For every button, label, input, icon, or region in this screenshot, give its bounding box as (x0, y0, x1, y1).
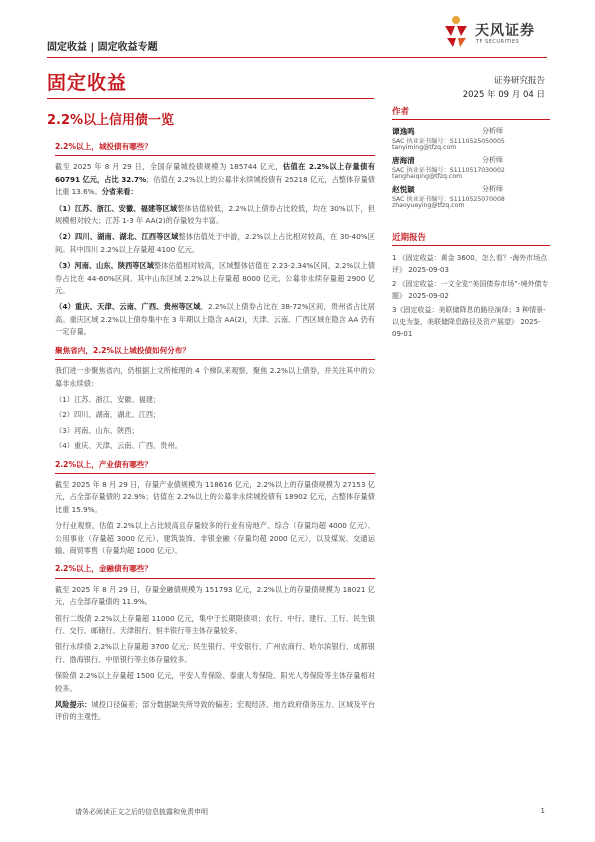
paragraph (55, 301, 375, 338)
risk-warning (55, 699, 375, 724)
sidebar (392, 105, 550, 342)
logo-text: 天风证券 (475, 23, 535, 39)
text-bold: （4）重庆、天津、云南、广西、贵州等区域 (55, 302, 201, 312)
paragraph: 我们进一步聚焦省内，仍根据上文所梳理的 4 个梯队来观察，聚焦 2.2%以上债券，并关注其中的公募非永续债： (55, 366, 375, 388)
main-content (55, 141, 375, 728)
recent-report-link[interactable]: 2 《固定收益：一文全览“美国债券市场”-境外债专题》 2025-09-02 (392, 280, 549, 300)
paragraph: 截至 2025 年 8 月 29 日，存量产业债规模为 118616 亿元，2.2%以上的存量债规模为 27153 亿元，占全部存量债的 22.9%；估值在 2.2%以上的公募非永续城投债有 18902 亿元，占整体存量债比重 15.9%。 (55, 479, 375, 514)
list-item: （3）河南、山东、陕西； (55, 425, 139, 435)
author-sac: SAC 执业证书编号：S1110525070008 (392, 196, 505, 203)
risk-text: 城投口径偏差；部分数据缺失所导致的偏差；宏观经济、地方政府债务压力、区域及平台评价的主观性。 (55, 700, 375, 722)
footer-disclaimer: 请务必阅读正文之后的信息披露和免责申明 (75, 808, 208, 816)
paragraph: 保险债 2.2%以上存量超 1500 亿元，平安人寿保险、泰康人寿保险、阳光人寿保险等主体存量相对较多。 (55, 671, 375, 693)
page-number: 1 (540, 807, 545, 815)
text-bold: （1）江苏、浙江、安徽、福建等区域 (55, 203, 178, 213)
text-bold: 估值在 2.2%以上存量债有 60791 亿元，占比 32.7% (55, 162, 376, 184)
text: ，2.2%以上债券占比在 38-72%区间，贵州省占比居高。重庆区域 2.2%以上债券集中在 3 年期以上隐含 AA(2)，天津、云南、广西区域在隐含 AA 仍有一定存量。 (55, 302, 375, 337)
section-heading: 2.2%以上，城投债有哪些？ (55, 141, 375, 156)
paragraph: 银行永续债 2.2%以上存量超 3700 亿元；民生银行、平安银行、广州农商行、哈尔滨银行、成都银行、渤海银行、中原银行等主体存量较多。 (55, 642, 375, 664)
paragraph (55, 203, 375, 228)
paragraph: 分行业观察，估值 2.2%以上占比较高且存量较多的行业有房地产、综合（存量均超 4000 亿元）、公用事业（存量超 3000 亿元）、建筑装饰、非银金融（存量均超 2000 亿元），以及煤炭、交通运输、商贸零售（存量均超 1000 亿元）。 (55, 521, 375, 555)
text: 整体估值较低，2.2%以上债券占比较低，均在 30%以下，但规模相对较大；江苏 1-3 年 AA(2)的存量较为丰富。 (55, 203, 375, 226)
logo-subtext: TF SECURITIES (476, 39, 520, 45)
recent-reports (392, 231, 550, 340)
author-entry (392, 155, 550, 182)
author-email[interactable]: tanghaiqing@tfzq.com (392, 173, 463, 180)
list-item: （2）四川、湖南、湖北、江西； (55, 410, 161, 420)
section-heading: 2.2%以上，产业债有哪些？ (55, 459, 375, 474)
header-divider (47, 57, 547, 58)
author-name: 谭逸鸣 (392, 127, 415, 136)
author-name: 赵悦颖 (392, 185, 415, 194)
author-name: 唐海清 (392, 156, 415, 165)
title-divider (47, 98, 374, 99)
recent-heading: 近期报告 (392, 231, 550, 246)
report-type: 证券研究报告 (493, 76, 545, 86)
paragraph (55, 161, 375, 198)
author-entry (392, 184, 550, 211)
author-role: 分析师 (482, 127, 503, 135)
text: 截至 2025 年 8 月 29 日，全国存量城投债规模为 185744 亿元， (55, 162, 283, 172)
author-role: 分析师 (482, 185, 503, 193)
author-sac: SAC 执业证书编号：S1110525050005 (392, 138, 505, 145)
logo-mark-icon (441, 14, 471, 48)
company-logo (441, 14, 551, 54)
author-entry (392, 126, 550, 153)
risk-label: 风险提示： (55, 700, 92, 710)
author-role: 分析师 (482, 156, 503, 164)
paragraph: 截至 2025 年 8 月 29 日，存量金融债规模为 151793 亿元，2.2%以上的存量债规模为 18021 亿元，占全部存量债的 11.9%。 (55, 584, 375, 607)
section-heading: 2.2%以上，金融债有哪些？ (55, 563, 375, 578)
list-item: （4）重庆、天津、云南、广西、贵州。 (55, 441, 182, 451)
text: 整体估值相对较高，区域整体估值在 2.23-2.34%区间，2.2%以上债券占比在 44-60%区间。其中山东区域 2.2%以上存量超 8000 亿元，公募非永续存量超 2900 亿元。 (55, 261, 375, 296)
report-date: 2025 年 09 月 04 日 (462, 90, 545, 100)
recent-report-link[interactable]: 3《固定收益：美联储降息的路径演绎；3 种情景-以史为鉴，美联储降息路径及资产展望》 2025-09-01 (392, 306, 546, 338)
author-email[interactable]: zhaoyueying@tfzq.com (392, 202, 465, 209)
paragraph (55, 231, 375, 256)
text: 整体估值处于中游，2.2%以上占比相对较高，在 30-40%区间。其中四川 2.2%以上存量超 4100 亿元。 (55, 232, 375, 254)
paragraph: 银行二级债 2.2%以上存量超 11000 亿元，集中于长期限债项；农行、中行、建行、工行、民生银行、交行、邮储行、天津银行、恒丰银行等主体存量较多。 (55, 613, 375, 635)
text-bold: （3）河南、山东、陕西等区域 (55, 261, 154, 271)
section-heading: 聚焦省内，2.2%以上城投债如何分布？ (55, 345, 375, 360)
report-category: 固定收益 | 固定收益专题 (47, 42, 158, 53)
list-item: （1）江苏、浙江、安徽、福建； (55, 394, 161, 404)
recent-report-link[interactable]: 1 《固定收益：黄金 3600，怎么看？-海外市场点评》 2025-09-03 (392, 254, 548, 274)
author-sac: SAC 执业证书编号：S1110517030002 (392, 167, 505, 174)
text: ；估值在 2.2%以上的公募非永续城投债有 25218 亿元，占整体存量债比重 13.6%。 (55, 174, 375, 197)
authors-heading: 作者 (392, 105, 550, 120)
report-subtitle: 2.2%以上信用债一览 (47, 113, 175, 128)
author-email[interactable]: tanyiming@tfzq.com (392, 144, 457, 151)
text-bold: （2）四川、湖南、湖北、江西等区域 (55, 232, 179, 242)
paragraph (55, 260, 375, 297)
text-bold: 分省来看： (101, 187, 138, 197)
page-title: 固定收益 (47, 72, 128, 94)
